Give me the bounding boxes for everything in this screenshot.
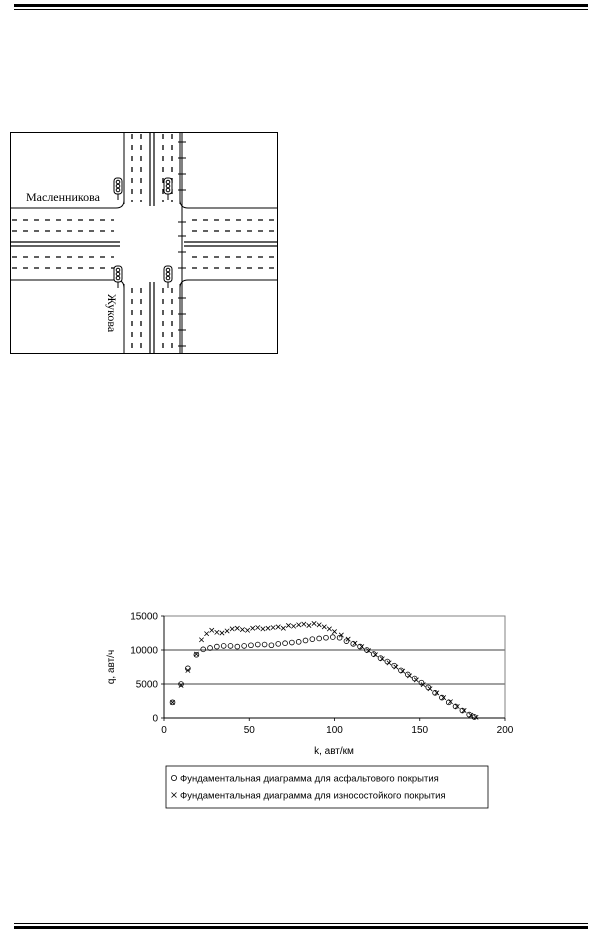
legend-label-asphalt: Фундаментальная диаграмма для асфальтового покрытия [180,773,439,785]
data-point-circle [371,652,376,657]
x-tick-label: 0 [161,725,167,736]
y-tick-label: 0 [152,713,158,725]
data-point-cross [317,623,321,627]
traffic-light-icon [164,266,172,288]
y-tick-label: 10000 [130,645,158,657]
data-point-cross [312,621,316,625]
y-tick-label: 15000 [130,611,158,623]
data-point-cross [302,622,306,626]
data-point-circle [221,644,226,649]
rail-line [178,132,186,354]
data-point-cross [414,678,418,682]
data-point-circle [303,638,308,643]
data-point-circle [269,643,274,648]
data-point-circle [399,668,404,673]
data-point-circle [228,644,233,649]
data-point-circle [262,642,267,647]
data-point-circle [324,635,329,640]
data-point-cross [240,627,244,631]
data-point-cross [210,628,214,632]
fundamental-diagram-chart [100,606,520,816]
data-point-cross [276,625,280,629]
data-point-circle [289,640,294,645]
data-point-cross [281,626,285,630]
traffic-light-icon [114,266,122,288]
page-bottom-rule-thin [14,923,588,924]
data-point-cross [261,627,265,631]
data-point-circle [214,644,219,649]
legend-box [166,766,488,808]
data-point-cross [220,631,224,635]
x-tick-label: 200 [496,725,514,736]
y-axis-ticks [130,612,164,725]
data-point-circle [283,641,288,646]
corner-curb [180,280,188,288]
data-point-cross [332,629,336,633]
data-point-cross [250,626,254,630]
data-point-circle [235,644,240,649]
street-label-maslennikova: Масленникова [26,190,100,204]
x-axis-label: k, авт/км [314,746,354,757]
page-top-rule-thin [14,9,588,10]
data-point-cross [170,700,174,704]
data-point-cross [245,628,249,632]
data-point-cross [428,687,432,691]
data-point-circle [317,636,322,641]
data-point-cross [296,623,300,627]
data-point-circle [446,700,451,705]
traffic-light-icon [114,178,122,200]
series-asphalt [170,635,477,720]
x-tick-label: 150 [411,725,429,736]
data-point-circle [194,652,199,657]
y-tick-label: 5000 [135,679,158,691]
diagram-frame [11,133,278,354]
data-point-cross [230,627,234,631]
data-point-cross [291,624,295,628]
data-point-cross [394,665,398,669]
data-point-cross [225,629,229,633]
data-point-cross [387,661,391,665]
data-point-circle [337,635,342,640]
page-bottom-rule-thick [14,926,588,929]
street-label-zhukova: Жукова [105,294,119,333]
intersection-diagram [10,132,278,354]
data-point-cross [271,625,275,629]
data-point-circle [351,641,356,646]
x-axis-ticks [161,616,514,736]
data-point-circle [330,635,335,640]
data-point-circle [296,639,301,644]
data-point-cross [235,626,239,630]
legend-label-wear-resistant: Фундаментальная диаграмма для износостойкого покрытия [180,790,446,802]
data-point-cross [215,630,219,634]
data-point-circle [467,712,472,717]
data-point-cross [204,631,208,635]
corner-curb [180,200,188,208]
x-tick-label: 100 [326,725,343,736]
data-point-cross [407,674,411,678]
x-tick-label: 50 [243,725,255,736]
data-point-cross [286,623,290,627]
data-point-circle [255,642,260,647]
y-axis-label: q, авт/ч [106,649,117,685]
data-point-cross [266,626,270,630]
data-point-cross [327,627,331,631]
data-point-circle [249,643,254,648]
data-point-circle [201,647,206,652]
data-point-circle [378,656,383,661]
lane-markings [12,134,276,352]
traffic-light-icon [164,178,172,200]
data-point-circle [242,644,247,649]
data-point-cross [199,638,203,642]
corner-curb [116,200,124,208]
data-point-circle [276,641,281,646]
data-point-cross [322,625,326,629]
data-point-circle [310,637,315,642]
data-point-cross [307,623,311,627]
data-point-cross [256,625,260,629]
page-top-rule-thick [14,4,588,7]
